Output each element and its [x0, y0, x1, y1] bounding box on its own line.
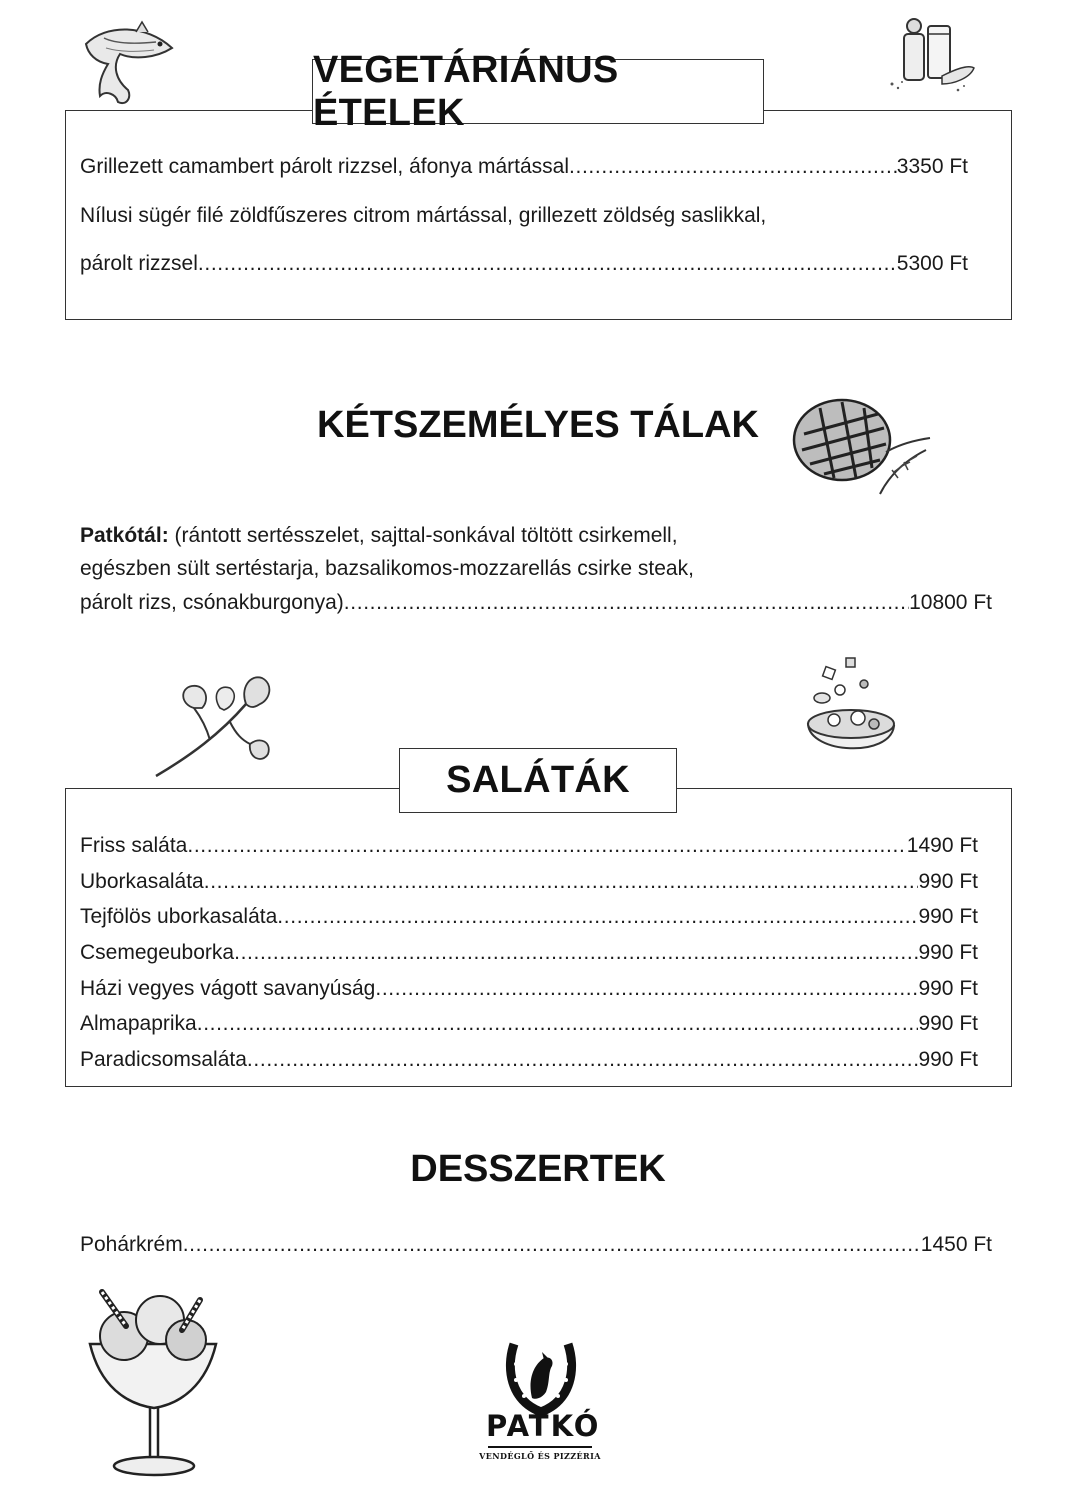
dot-leader [277, 905, 918, 929]
item-price: 990 Ft [918, 977, 978, 1000]
item-price: 990 Ft [918, 905, 978, 928]
menu-item-salad-2 [80, 870, 978, 894]
item-price: 1450 Ft [920, 1233, 992, 1256]
item-price: 990 Ft [918, 1012, 978, 1035]
item-name: párolt rizs, csónakburgonya) [80, 591, 344, 614]
item-price: 1490 Ft [906, 834, 978, 857]
item-name: Tejfölös uborkasaláta [80, 905, 278, 928]
menu-item-salad-7 [80, 1048, 978, 1072]
dot-leader [187, 834, 906, 858]
dot-leader [197, 1012, 919, 1036]
logo-divider [488, 1446, 592, 1448]
item-desc: (rántott sertésszelet, sajttal-sonkával töltött csirkemell, [168, 524, 678, 547]
ice-cream-icon [80, 1286, 226, 1480]
salads-section-title: SALÁTÁK [399, 748, 677, 813]
platters-section-title: KÉTSZEMÉLYES TÁLAK [317, 404, 759, 446]
item-name: Paradicsomsaláta [80, 1048, 247, 1071]
horseshoe-logo-icon [502, 1338, 580, 1418]
salads-section-box [65, 788, 1012, 1087]
dot-leader [234, 941, 918, 965]
menu-item-patkotal-line1 [80, 524, 678, 548]
item-price: 3350 Ft [896, 155, 968, 178]
dot-leader [569, 155, 897, 179]
item-name: párolt rizzsel [80, 252, 198, 275]
salad-bowl-icon [800, 654, 900, 772]
logo-name: PATKÓ [486, 1409, 601, 1443]
item-name: Grillezett camambert párolt rizzsel, áfonya mártással [80, 155, 569, 178]
item-price: 990 Ft [918, 941, 978, 964]
dot-leader [204, 870, 919, 894]
menu-item-salad-4 [80, 941, 978, 965]
item-name: Uborkasaláta [80, 870, 204, 893]
item-price: 10800 Ft [909, 591, 992, 614]
dot-leader [198, 252, 897, 276]
item-price: 5300 Ft [896, 252, 968, 275]
menu-item-patkotal-line2: egészben sült sertéstarja, bazsalikomos-mozzarellás csirke steak, [80, 557, 694, 580]
menu-item-salad-5 [80, 977, 978, 1001]
desserts-section-title: DESSZERTEK [410, 1148, 666, 1190]
fish-icon [76, 14, 180, 110]
menu-item-salad-6 [80, 1012, 978, 1036]
menu-item-patkotal [80, 591, 992, 615]
steak-icon [790, 394, 936, 500]
dot-leader [247, 1048, 919, 1072]
dot-leader [183, 1233, 921, 1257]
menu-item-salad-1 [80, 834, 978, 858]
item-price: 990 Ft [918, 870, 978, 893]
item-name: Csemegeuborka [80, 941, 235, 964]
dot-leader [344, 591, 909, 615]
parsley-icon [150, 664, 276, 780]
item-name-bold: Patkótál: [80, 524, 169, 547]
item-name: Almapaprika [80, 1012, 197, 1035]
menu-item-salad-3 [80, 905, 978, 929]
salt-pepper-icon [882, 14, 978, 100]
item-price: 990 Ft [918, 1048, 978, 1071]
menu-item-nile-perch [80, 252, 968, 276]
item-name: Pohárkrém [80, 1233, 183, 1256]
item-name: Friss saláta [80, 834, 188, 857]
dot-leader [375, 977, 918, 1001]
menu-item-dessert-1 [80, 1233, 992, 1257]
item-name: Házi vegyes vágott savanyúság [80, 977, 376, 1000]
menu-item-camembert [80, 155, 968, 179]
menu-item-nile-perch-line1: Nílusi sügér filé zöldfűszeres citrom mártással, grillezett zöldség saslikkal, [80, 204, 767, 227]
logo-tagline: VENDÉGLŐ ÉS PIZZÉRIA [479, 1451, 601, 1461]
vegetarian-section-title: VEGETÁRIÁNUS ÉTELEK [312, 59, 764, 124]
